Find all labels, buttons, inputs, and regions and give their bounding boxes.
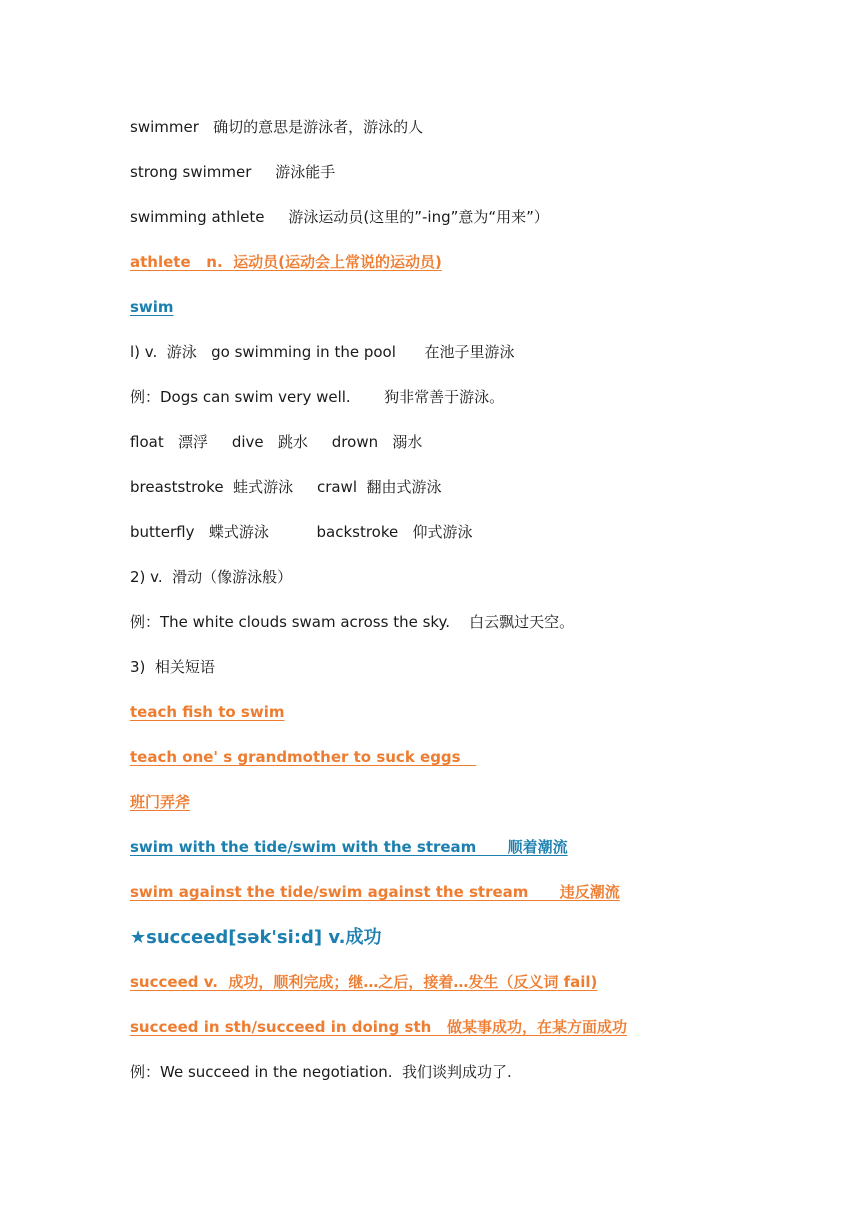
line-teach-fish: teach fish to swim xyxy=(130,703,285,721)
line-swim-meaning-1: l) v. 游泳 go swimming in the pool 在池子里游泳 xyxy=(130,343,515,361)
line-swim-meaning-2: 2) v. 滑动（像游泳般） xyxy=(130,568,293,586)
line-butterfly-backstroke: butterfly 蝶式游泳 backstroke 仰式游泳 xyxy=(130,523,473,541)
line-example-dogs: 例：Dogs can swim very well. 狗非常善于游泳。 xyxy=(130,388,505,406)
line-breaststroke-crawl: breaststroke 蛙式游泳 crawl 翻由式游泳 xyxy=(130,478,442,496)
line-ban-men-nong-fu: 班门弄斧 xyxy=(130,793,191,811)
line-swim-heading: swim xyxy=(130,298,174,316)
line-athlete: athlete n. 运动员(运动会上常说的运动员) xyxy=(130,253,442,271)
line-swimmer: swimmer 确切的意思是游泳者，游泳的人 xyxy=(130,118,424,136)
line-succeed-heading: ★succeed[sək'si:d] v.成功 xyxy=(130,927,382,948)
line-swim-with-tide: swim with the tide/swim with the stream 顺着潮流 xyxy=(130,838,568,856)
line-example-negotiation: 例：We succeed in the negotiation. 我们谈判成功了. xyxy=(130,1063,512,1081)
line-teach-grandmother: teach one' s grandmother to suck eggs xyxy=(130,748,477,766)
document-body xyxy=(130,116,830,1106)
line-example-clouds: 例：The white clouds swam across the sky. 白云飘过天空。 xyxy=(130,613,575,631)
line-strong-swimmer: strong swimmer 游泳能手 xyxy=(130,163,336,181)
line-succeed-in: succeed in sth/succeed in doing sth 做某事成功，在某方面成功 xyxy=(130,1018,628,1036)
line-succeed-definition: succeed v. 成功，顺利完成；继…之后，接着…发生（反义词 fail) xyxy=(130,973,598,991)
line-float-dive-drown: float 漂浮 dive 跳水 drown 溺水 xyxy=(130,433,423,451)
line-swim-against-tide: swim against the tide/swim against the stream 违反潮流 xyxy=(130,883,620,901)
line-swimming-athlete: swimming athlete 游泳运动员(这里的”-ing”意为“用来”） xyxy=(130,208,549,226)
line-related-phrases: 3) 相关短语 xyxy=(130,658,215,676)
